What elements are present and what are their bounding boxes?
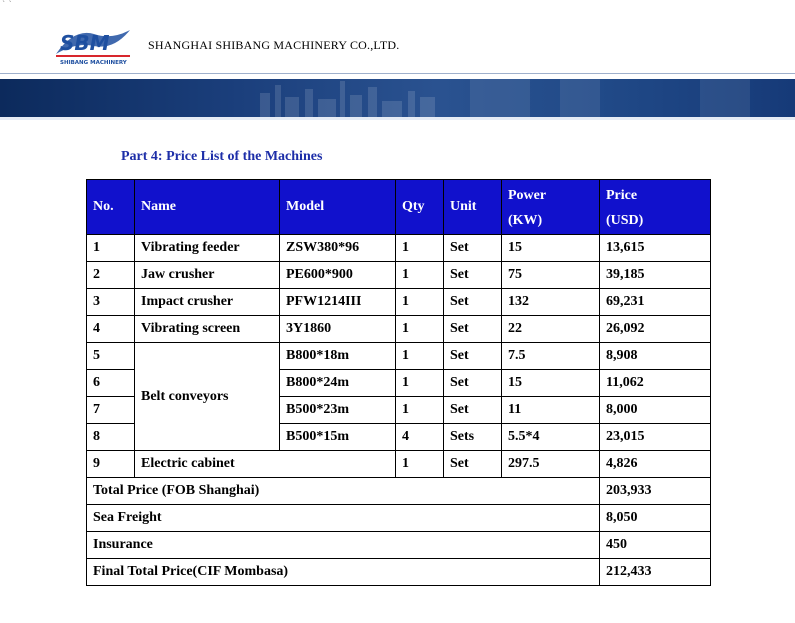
summary-row bbox=[87, 559, 711, 586]
cell-qty: 1 bbox=[396, 451, 444, 478]
sbm-logo bbox=[54, 24, 132, 66]
cell-qty: 1 bbox=[396, 370, 444, 397]
corner-mark: ` ` bbox=[2, 0, 13, 9]
cell-qty: 1 bbox=[396, 289, 444, 316]
cell-model: B500*23m bbox=[280, 397, 396, 424]
cell-price: 8,000 bbox=[600, 397, 711, 424]
header-power-line1: Power bbox=[508, 188, 547, 203]
header-banner bbox=[0, 79, 795, 117]
cell-no: 3 bbox=[87, 289, 135, 316]
cell-qty: 1 bbox=[396, 397, 444, 424]
cell-price: 11,062 bbox=[600, 370, 711, 397]
cell-model: B800*24m bbox=[280, 370, 396, 397]
cell-qty: 4 bbox=[396, 424, 444, 451]
cell-no: 9 bbox=[87, 451, 135, 478]
cell-qty: 1 bbox=[396, 316, 444, 343]
header-qty: Qty bbox=[396, 180, 444, 235]
table-row bbox=[87, 262, 711, 289]
cell-model: PFW1214III bbox=[280, 289, 396, 316]
header-power bbox=[502, 180, 600, 235]
cell-price: 39,185 bbox=[600, 262, 711, 289]
cell-power: 15 bbox=[502, 370, 600, 397]
cell-model: PE600*900 bbox=[280, 262, 396, 289]
banner-underline bbox=[0, 117, 795, 120]
svg-text:SHIBANG MACHINERY: SHIBANG MACHINERY bbox=[60, 60, 127, 66]
summary-value: 212,433 bbox=[600, 559, 711, 586]
cell-power: 75 bbox=[502, 262, 600, 289]
table-row bbox=[87, 235, 711, 262]
section-title: Part 4: Price List of the Machines bbox=[121, 149, 323, 164]
cell-power: 22 bbox=[502, 316, 600, 343]
summary-label: Final Total Price(CIF Mombasa) bbox=[87, 559, 600, 586]
cell-name: Vibrating feeder bbox=[135, 235, 280, 262]
cell-unit: Set bbox=[444, 343, 502, 370]
price-table bbox=[86, 179, 711, 586]
cell-unit: Set bbox=[444, 316, 502, 343]
header-divider bbox=[0, 73, 795, 74]
cell-qty: 1 bbox=[396, 262, 444, 289]
cell-name: Jaw crusher bbox=[135, 262, 280, 289]
header-price bbox=[600, 180, 711, 235]
header-no: No. bbox=[87, 180, 135, 235]
company-name: SHANGHAI SHIBANG MACHINERY CO.,LTD. bbox=[148, 38, 400, 52]
summary-value: 450 bbox=[600, 532, 711, 559]
cell-price: 69,231 bbox=[600, 289, 711, 316]
header-model: Model bbox=[280, 180, 396, 235]
header-power-line2: (KW) bbox=[508, 213, 543, 228]
summary-value: 203,933 bbox=[600, 478, 711, 505]
cell-price: 23,015 bbox=[600, 424, 711, 451]
summary-label: Insurance bbox=[87, 532, 600, 559]
cell-unit: Set bbox=[444, 370, 502, 397]
cell-no: 5 bbox=[87, 343, 135, 370]
cell-price: 4,826 bbox=[600, 451, 711, 478]
cell-model: 3Y1860 bbox=[280, 316, 396, 343]
cell-no: 1 bbox=[87, 235, 135, 262]
header-unit: Unit bbox=[444, 180, 502, 235]
cell-qty: 1 bbox=[396, 343, 444, 370]
table-row bbox=[87, 451, 711, 478]
cell-power: 11 bbox=[502, 397, 600, 424]
header-name: Name bbox=[135, 180, 280, 235]
cell-power: 132 bbox=[502, 289, 600, 316]
cell-power: 297.5 bbox=[502, 451, 600, 478]
cell-unit: Set bbox=[444, 289, 502, 316]
cell-unit: Set bbox=[444, 451, 502, 478]
cell-qty: 1 bbox=[396, 235, 444, 262]
summary-row bbox=[87, 532, 711, 559]
cell-name: Vibrating screen bbox=[135, 316, 280, 343]
table-row bbox=[87, 343, 711, 370]
cell-no: 2 bbox=[87, 262, 135, 289]
cell-unit: Set bbox=[444, 397, 502, 424]
cell-no: 7 bbox=[87, 397, 135, 424]
table-header-row bbox=[87, 180, 711, 235]
summary-row bbox=[87, 505, 711, 532]
cell-name: Impact crusher bbox=[135, 289, 280, 316]
cell-power: 15 bbox=[502, 235, 600, 262]
cell-unit: Set bbox=[444, 262, 502, 289]
skyline-decoration bbox=[0, 79, 795, 117]
cell-no: 6 bbox=[87, 370, 135, 397]
cell-model: B800*18m bbox=[280, 343, 396, 370]
cell-no: 4 bbox=[87, 316, 135, 343]
cell-power: 5.5*4 bbox=[502, 424, 600, 451]
header-price-line2: (USD) bbox=[606, 213, 644, 228]
cell-price: 13,615 bbox=[600, 235, 711, 262]
cell-unit: Sets bbox=[444, 424, 502, 451]
cell-name: Electric cabinet bbox=[135, 451, 396, 478]
summary-value: 8,050 bbox=[600, 505, 711, 532]
summary-row bbox=[87, 478, 711, 505]
header-price-line1: Price bbox=[606, 188, 638, 203]
table-row bbox=[87, 289, 711, 316]
svg-text:SBM: SBM bbox=[60, 31, 110, 55]
table-row bbox=[87, 316, 711, 343]
cell-model: B500*15m bbox=[280, 424, 396, 451]
cell-price: 8,908 bbox=[600, 343, 711, 370]
cell-model: ZSW380*96 bbox=[280, 235, 396, 262]
cell-no: 8 bbox=[87, 424, 135, 451]
summary-label: Sea Freight bbox=[87, 505, 600, 532]
summary-label: Total Price (FOB Shanghai) bbox=[87, 478, 600, 505]
cell-power: 7.5 bbox=[502, 343, 600, 370]
cell-name-merged: Belt conveyors bbox=[135, 343, 280, 451]
cell-price: 26,092 bbox=[600, 316, 711, 343]
cell-unit: Set bbox=[444, 235, 502, 262]
